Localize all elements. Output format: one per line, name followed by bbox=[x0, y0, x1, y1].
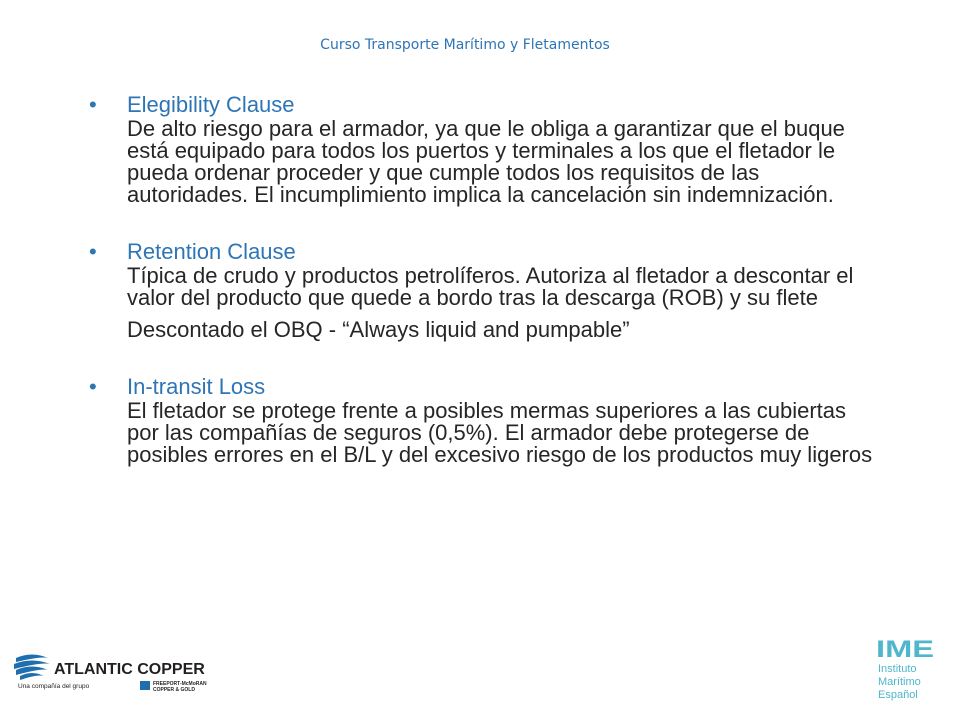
section-elegibility-clause bbox=[89, 91, 879, 206]
freeport-line1: FREEPORT-McMoRAN bbox=[153, 681, 207, 687]
section-retention-clause bbox=[89, 238, 879, 341]
section-paragraph: Descontado el OBQ - “Always liquid and pumpable” bbox=[127, 317, 630, 342]
freeport-line2: COPPER & GOLD bbox=[153, 687, 195, 693]
ime-logo bbox=[874, 635, 936, 701]
section-heading: In-transit Loss bbox=[127, 374, 266, 399]
section-paragraph: Típica de crudo y productos petrolíferos. Autoriza al fletador a descontar el valor del producto que quede a bordo tras la descarga (ROB) y su flete bbox=[127, 263, 854, 310]
bullet-marker: • bbox=[89, 239, 97, 264]
section-heading: Elegibility Clause bbox=[127, 92, 295, 117]
ime-line1: Instituto bbox=[878, 663, 917, 675]
bullet-marker: • bbox=[89, 374, 97, 399]
ime-line2: Marítimo bbox=[878, 676, 921, 688]
freeport-badge-icon bbox=[140, 681, 150, 690]
slide-header: Curso Transporte Marítimo y Fletamentos bbox=[320, 37, 610, 53]
wave-mark-icon bbox=[14, 655, 50, 681]
section-heading: Retention Clause bbox=[127, 239, 296, 264]
atlantic-copper-name: ATLANTIC COPPER bbox=[54, 661, 205, 678]
atlantic-copper-logo bbox=[12, 650, 232, 694]
bullet-marker: • bbox=[89, 92, 97, 117]
section-in-transit-loss bbox=[89, 373, 879, 466]
section-paragraph: El fletador se protege frente a posibles mermas superiores a las cubiertas por las compañías de seguros (0,5%). El armador debe protegerse de posibles errores en el B/L y del excesivo riesgo de los productos muy ligeros bbox=[127, 398, 873, 467]
slide-content bbox=[89, 91, 879, 498]
atlantic-copper-tagline: Una compañía del grupo bbox=[18, 683, 90, 690]
section-paragraph: De alto riesgo para el armador, ya que le obliga a garantizar que el buque está equipado para todos los puertos y terminales a los que el fletador le pueda ordenar proceder y que cumple todos los requisitos de las autoridades. El incumplimiento implica la cancelación sin indemnización. bbox=[127, 116, 845, 207]
ime-line3: Español bbox=[878, 689, 918, 701]
ime-mark: IME bbox=[876, 636, 934, 663]
